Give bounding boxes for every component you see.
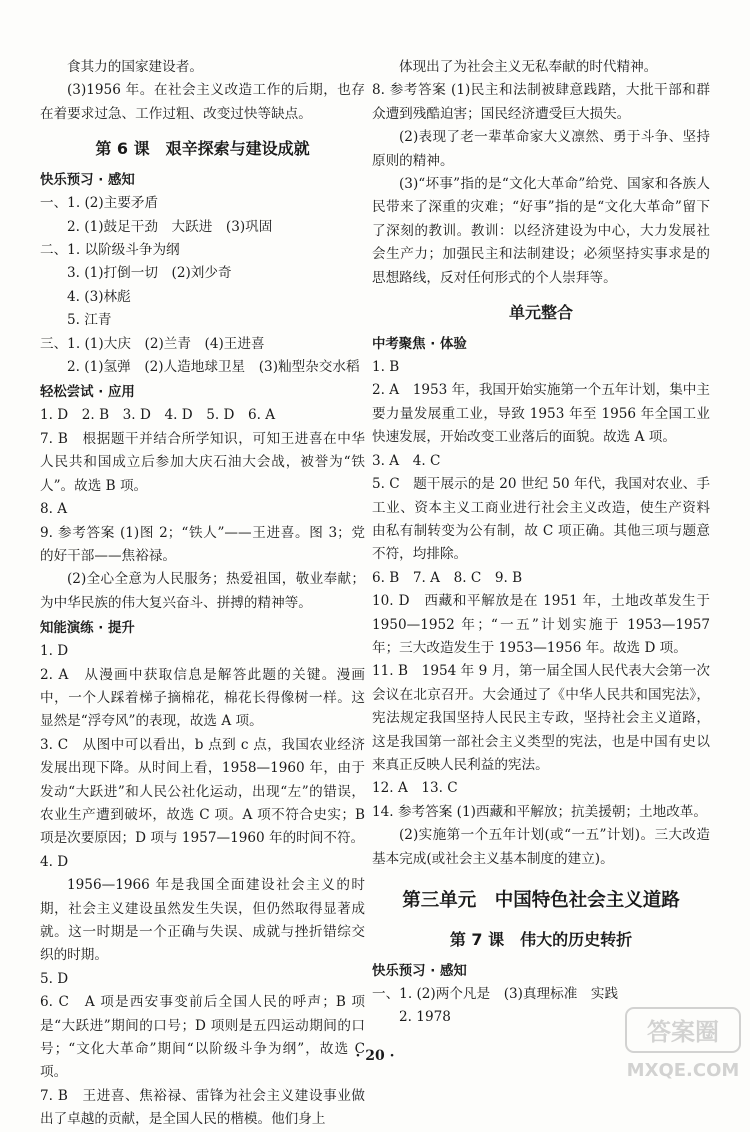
answer-paragraph: 二、1. 以阶级斗争为纲 [40,242,180,259]
page-number: · 20 · [355,1048,395,1064]
answer-paragraph: 1. B [372,359,400,376]
answer-paragraph: 6. C A 项是西安事变前后全国人民的呼声；B 项是“大跃进”期间的口号；D 项则是五四运动期间的口号；“文化大革命”期间“以阶级斗争为纲”，故选 C 项。 [40,994,365,1081]
lesson-heading: 单元整合 [508,303,573,323]
answer-paragraph: 5. 江青 [67,312,112,329]
answer-paragraph: 10. D 西藏和平解放是在 1951 年，土地改革发生于 1950—1952 年；“一五”计划实施于 1953—1957 年；三大改造发生于 1953—1956 年。故选 D 项。 [372,593,710,656]
answer-paragraph: 11. B 1954 年 9 月，第一届全国人民代表大会第一次会议在北京召开。大会通过了《中华人民共和国宪法》，宪法规定我国坚持人民民主专政，坚持社会主义道路，这是我国第一部社会主义类型的宪法，也是中国有史以来真正反映人民利益的宪法。 [372,663,710,773]
lesson-heading: 第 7 课 伟大的历史转折 [449,930,633,949]
answer-paragraph: (2)实施第一个五年计划(或“一五”计划)。三大改造基本完成(或社会主义基本制度的建立)。 [372,827,710,867]
svg-text:答案圈: 答案圈 [647,1018,719,1046]
left-column [40,56,365,1132]
answer-paragraph: 体现出了为社会主义无私奉献的时代精神。 [399,59,658,75]
answer-paragraph: 食其力的国家建设者。 [67,59,203,75]
answer-paragraph: (2)表现了老一辈革命家大义凛然、勇于斗争、坚持原则的精神。 [372,129,710,169]
lesson-heading: 第 6 课 艰辛探索与建设成就 [95,139,310,159]
answer-paragraph: 3. A 4. C [372,452,441,469]
answer-paragraph: 1. D [40,643,69,660]
answer-paragraph: 2. A 从漫画中获取信息是解答此题的关键。漫画中，一个人踩着梯子摘棉花，棉花长得像树一样。这显然是“浮夸风”的表现，故选 A 项。 [40,666,365,730]
unit-heading: 第三单元 中国特色社会主义道路 [402,890,680,911]
answer-paragraph: 一、1. (2)主要矛盾 [40,195,159,212]
answer-paragraph: 1. D 2. B 3. D 4. D 5. D 6. A [40,407,276,424]
answer-paragraph: 2. A 1953 年，我国开始实施第一个五年计划，集中主要力量发展重工业，导致 1953 年至 1956 年全国工业快速发展，开始改变工业落后的面貌。故选 A 项。 [372,382,710,446]
answer-paragraph: 9. 参考答案 (1)图 2；“铁人”——王进喜。图 3；党的好干部——焦裕禄。 [40,524,365,564]
answer-paragraph: 6. B 7. A 8. C 9. B [372,569,523,586]
section-heading: 快乐预习 · 感知 [40,173,135,189]
right-column [372,56,710,1030]
answer-paragraph: 一、1. (2)两个凡是 (3)真理标准 实践 [372,986,619,1002]
section-heading: 知能演练 · 提升 [40,621,135,637]
answer-paragraph: 5. D [40,970,69,987]
answer-paragraph: 8. 参考答案 (1)民主和法制被肆意践踏，大批干部和群众遭到残酷迫害；国民经济遭受巨大损失。 [372,82,710,122]
answer-paragraph: 12. A 13. C [372,780,458,797]
answer-paragraph: 2. (1)鼓足干劲 大跃进 (3)巩固 [67,218,273,235]
answer-paragraph: 三、1. (1)大庆 (2)兰青 (4)王进喜 [40,335,265,352]
answer-paragraph: 4. (3)林彪 [67,288,131,305]
section-heading: 中考聚焦 · 体验 [372,337,467,353]
answer-paragraph: (3)1956 年。在社会主义改造工作的后期，也存在着要求过急、工作过粗、改变过快等缺点。 [40,82,365,122]
answer-paragraph: (3)“坏事”指的是“文化大革命”给党、国家和各族人民带来了深重的灾难；“好事”指的是“文化大革命”留下了深刻的教训。教训：以经济建设为中心，大力发展社会生产力；加强民主和法制建设；必须坚持实事求是的思想路线，反对任何形式的个人崇拜等。 [372,176,710,286]
answer-paragraph: 3. C 从图中可以看出，b 点到 c 点，我国农业经济发展出现下降。从时间上看，1958—1960 年，由于发动“大跃进”和人民公社化运动，出现“左”的错误，农业生产遭到破坏，故选 C 项。A 项不符合史实；B 项是次要原因；D 项与 1957—1960 年的时间不符。 [40,736,365,847]
answer-paragraph: 1956—1966 年是我国全面建设社会主义的时期，社会主义建设虽然发生失误，但仍然取得显著成就。这一时期是一个正确与失误、成就与挫折错综交织的时期。 [40,877,365,964]
answer-paragraph: 5. C 题干展示的是 20 世纪 50 年代，我国对农业、手工业、资本主义工商业进行社会主义改造，使生产资料由私有制转变为公有制，故 C 项正确。其他三项与题意不符，均排除。 [372,476,710,563]
svg-text:MXQE.COM: MXQE.COM [626,1060,740,1081]
answer-paragraph: 7. B 王进喜、焦裕禄、雷锋为社会主义建设事业做出了卓越的贡献，是全国人民的楷模。他们身上 [40,1087,365,1128]
answer-paragraph: 2. (1)氢弹 (2)人造地球卫星 (3)籼型杂交水稻 [67,359,360,376]
answer-paragraph: 2. 1978 [399,1009,451,1026]
answer-paragraph: 14. 参考答案 (1)西藏和平解放；抗美援朝；土地改革。 [372,803,707,820]
answer-paragraph: (2)全心全意为人民服务；热爱祖国，敬业奉献；为中华民族的伟大复兴奋斗、拼搏的精神等。 [40,571,365,611]
answer-paragraph: 8. A [40,501,68,518]
answer-paragraph: 4. D [40,853,69,870]
answer-paragraph: 7. B 根据题干并结合所学知识，可知王进喜在中华人民共和国成立后参加大庆石油大会战，被誉为“铁人”。故选 B 项。 [40,430,365,494]
section-heading: 快乐预习 · 感知 [372,964,467,979]
answer-paragraph: 3. (1)打倒一切 (2)刘少奇 [67,265,232,282]
section-heading: 轻松尝试 · 应用 [40,385,135,401]
watermark-logo [624,1006,742,1084]
